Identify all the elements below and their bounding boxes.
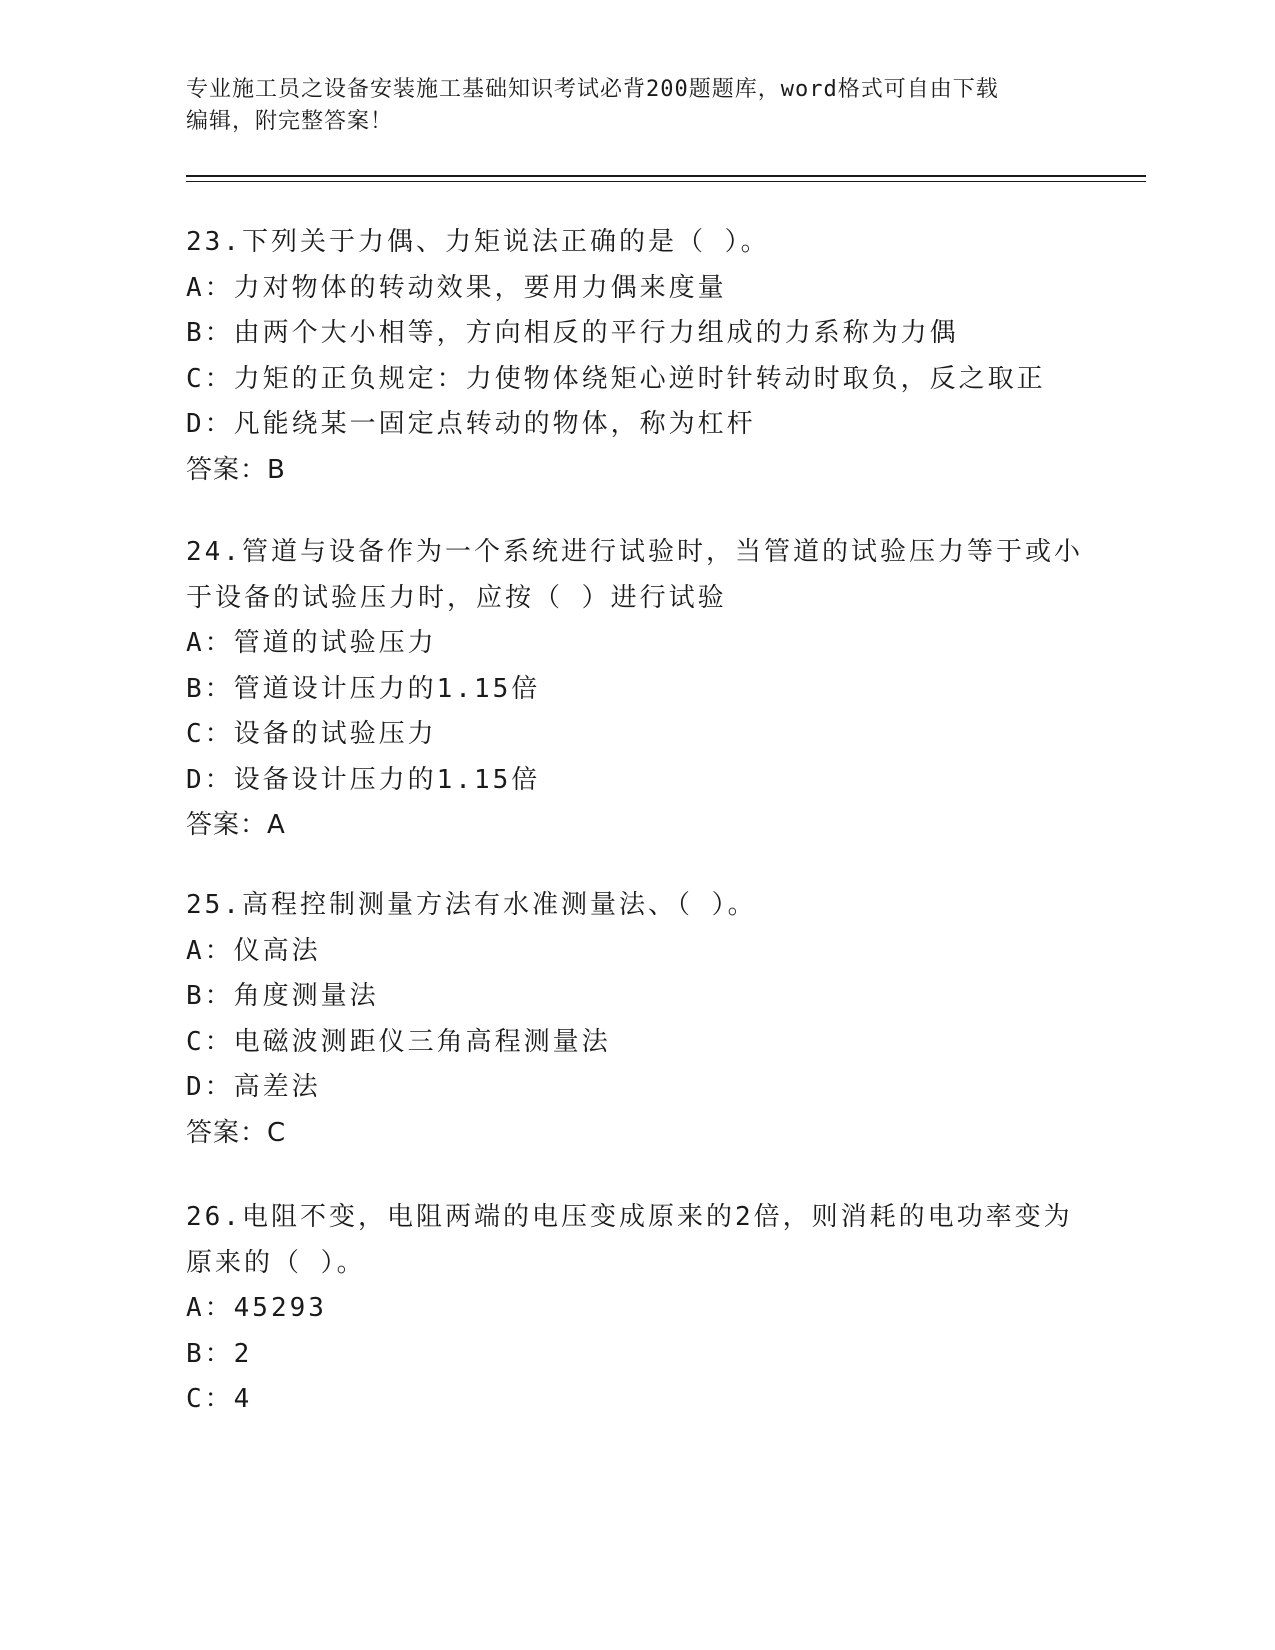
question-25: [186, 883, 1086, 1156]
question-stem: 23.下列关于力偶、力矩说法正确的是（ ）。: [186, 227, 770, 257]
option-a: A：45293: [186, 1293, 327, 1323]
option-b: B：由两个大小相等，方向相反的平行力组成的力系称为力偶: [186, 318, 959, 348]
question-stem: 26.电阻不变，电阻两端的电压变成原来的2倍，则消耗的电功率变为: [186, 1202, 1073, 1232]
option-c: C：力矩的正负规定：力使物体绕矩心逆时针转动时取负，反之取正: [186, 363, 1046, 394]
answer: 答案：C: [186, 1117, 287, 1148]
question-24: [186, 530, 1086, 849]
option-b: B：角度测量法: [186, 981, 379, 1011]
answer: 答案：A: [186, 810, 286, 840]
option-d: D：高差法: [186, 1072, 321, 1102]
option-c: C：设备的试验压力: [186, 719, 437, 749]
question-26: [186, 1195, 1086, 1423]
option-b: B：管道设计压力的1.15倍: [186, 673, 541, 704]
question-stem: 25.高程控制测量方法有水准测量法、（ ）。: [186, 890, 757, 920]
answer: 答案：B: [186, 454, 286, 485]
option-a: A：管道的试验压力: [186, 628, 437, 658]
question-stem: 24.管道与设备作为一个系统进行试验时，当管道的试验压力等于或小: [186, 537, 1083, 567]
option-a: A：力对物体的转动效果，要用力偶来度量: [186, 272, 727, 303]
option-b: B：2: [186, 1338, 253, 1369]
document-header: [186, 74, 1086, 138]
question-stem-continued: 原来的（ ）。: [186, 1247, 366, 1278]
option-d: D：凡能绕某一固定点转动的物体，称为杠杆: [186, 409, 756, 439]
option-c: C：电磁波测距仪三角高程测量法: [186, 1026, 611, 1057]
question-stem-continued: 于设备的试验压力时，应按（ ）进行试验: [186, 582, 727, 613]
option-c: C：4: [186, 1384, 253, 1414]
question-23: [186, 220, 1086, 493]
header-divider: [186, 175, 1146, 177]
header-divider-thin: [186, 181, 1146, 182]
header-title-line-1: 专业施工员之设备安装施工基础知识考试必背200题题库，word格式可自由下载: [186, 77, 999, 102]
header-title-line-2: 编辑，附完整答案！: [186, 109, 394, 134]
option-a: A：仪高法: [186, 935, 321, 966]
option-d: D：设备设计压力的1.15倍: [186, 764, 541, 795]
